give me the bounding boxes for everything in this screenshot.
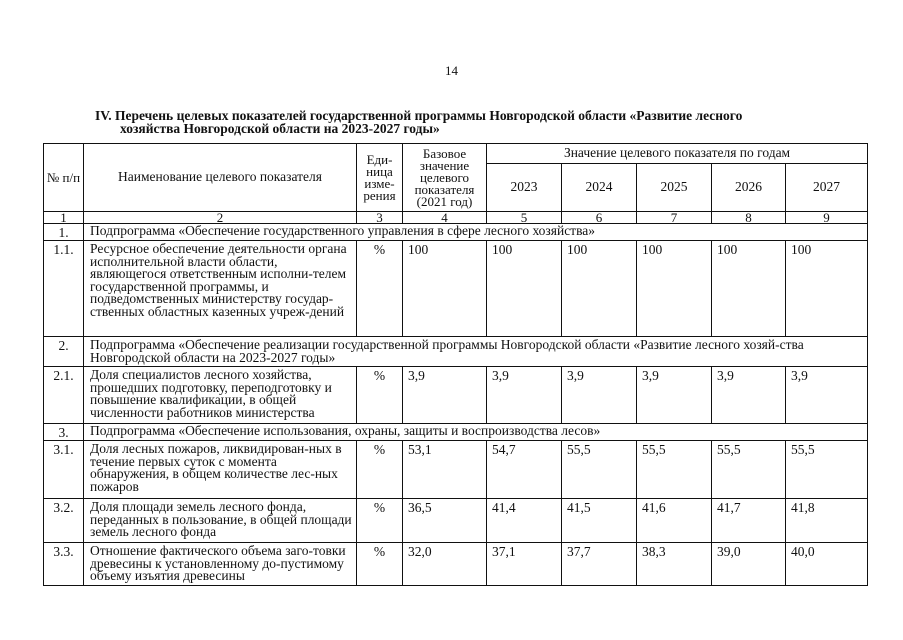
year-value: 37,1: [487, 543, 562, 586]
title-line-1: IV. Перечень целевых показателей государственной программы Новгородской области «Развитие лесного: [95, 108, 743, 123]
indicator-row: [44, 499, 868, 543]
column-number: 6: [562, 212, 637, 224]
column-number: 3: [357, 212, 403, 224]
row-number: 3.2.: [44, 499, 84, 543]
column-number: 4: [403, 212, 487, 224]
year-value: 3,9: [637, 367, 712, 424]
indicator-name: Отношение фактического объема заго-товки древесины к установленному до-пустимому объему изъятия древесины: [84, 543, 357, 586]
header-row: [44, 144, 868, 164]
header-unit: Еди-ница изме-рения: [357, 144, 403, 212]
header-num: № п/п: [44, 144, 84, 212]
year-value: 41,8: [786, 499, 868, 543]
indicator-name: Доля специалистов лесного хозяйства, прошедших подготовку, переподготовку и повышение квалификации, в общей численности работников министерства: [84, 367, 357, 424]
indicator-unit: %: [357, 441, 403, 499]
indicator-row: [44, 367, 868, 424]
row-number: 1.: [44, 224, 84, 241]
year-value: 100: [712, 241, 786, 337]
year-value: 100: [487, 241, 562, 337]
year-value: 100: [562, 241, 637, 337]
header-years-group: Значение целевого показателя по годам: [487, 144, 868, 164]
year-value: 3,9: [562, 367, 637, 424]
subprogram-title: Подпрограмма «Обеспечение реализации государственной программы Новгородской области «Развитие лесного хозяй-ства Новгородской области на 2023-2027 годы»: [84, 337, 868, 367]
header-year: 2026: [712, 164, 786, 212]
base-value: 53,1: [403, 441, 487, 499]
year-value: 41,4: [487, 499, 562, 543]
header-year: 2027: [786, 164, 868, 212]
indicator-name: Доля лесных пожаров, ликвидирован-ных в течение первых суток с момента обнаружения, в общем количестве лес-ных пожаров: [84, 441, 357, 499]
indicators-table: [43, 143, 868, 586]
year-value: 54,7: [487, 441, 562, 499]
row-number: 3.1.: [44, 441, 84, 499]
subprogram-row: [44, 424, 868, 441]
year-value: 38,3: [637, 543, 712, 586]
header-name: Наименование целевого показателя: [84, 144, 357, 212]
year-value: 100: [786, 241, 868, 337]
subprogram-row: [44, 337, 868, 367]
year-value: 55,5: [637, 441, 712, 499]
year-value: 100: [637, 241, 712, 337]
header-year: 2025: [637, 164, 712, 212]
year-value: 39,0: [712, 543, 786, 586]
indicator-row: [44, 441, 868, 499]
indicator-unit: %: [357, 543, 403, 586]
title-line-2: хозяйства Новгородской области на 2023-2027 годы»: [120, 121, 440, 136]
column-number: 2: [84, 212, 357, 224]
header-year: 2024: [562, 164, 637, 212]
header-base: Базовое значение целевого показателя (2021 год): [403, 144, 487, 212]
column-number: 5: [487, 212, 562, 224]
year-value: 41,6: [637, 499, 712, 543]
year-value: 3,9: [786, 367, 868, 424]
column-number: 8: [712, 212, 786, 224]
year-value: 41,5: [562, 499, 637, 543]
year-value: 55,5: [562, 441, 637, 499]
year-value: 55,5: [786, 441, 868, 499]
year-value: 37,7: [562, 543, 637, 586]
page-number: 14: [445, 63, 458, 78]
year-value: 3,9: [712, 367, 786, 424]
year-value: 40,0: [786, 543, 868, 586]
column-number: 7: [637, 212, 712, 224]
row-number: 1.1.: [44, 241, 84, 337]
column-numbers-row: [44, 212, 868, 224]
document-title: [95, 109, 855, 135]
row-number: 2.1.: [44, 367, 84, 424]
column-number: 9: [786, 212, 868, 224]
indicator-row: [44, 241, 868, 337]
year-value: 3,9: [487, 367, 562, 424]
base-value: 3,9: [403, 367, 487, 424]
base-value: 36,5: [403, 499, 487, 543]
subprogram-title: Подпрограмма «Обеспечение государственного управления в сфере лесного хозяйства»: [84, 224, 868, 241]
table-body: [44, 144, 868, 586]
indicator-name: Ресурсное обеспечение деятельности органа исполнительной власти области, являющегося ответственным исполни-телем государственной программы, и подведомственных министерству государ-ственных областных казенных учреж-дений: [84, 241, 357, 337]
column-number: 1: [44, 212, 84, 224]
base-value: 100: [403, 241, 487, 337]
subprogram-title: Подпрограмма «Обеспечение использования, охраны, защиты и воспроизводства лесов»: [84, 424, 868, 441]
subprogram-row: [44, 224, 868, 241]
year-value: 41,7: [712, 499, 786, 543]
row-number: 3.: [44, 424, 84, 441]
indicator-unit: %: [357, 367, 403, 424]
year-value: 55,5: [712, 441, 786, 499]
indicator-unit: %: [357, 241, 403, 337]
indicator-row: [44, 543, 868, 586]
header-year: 2023: [487, 164, 562, 212]
row-number: 2.: [44, 337, 84, 367]
base-value: 32,0: [403, 543, 487, 586]
row-number: 3.3.: [44, 543, 84, 586]
indicator-name: Доля площади земель лесного фонда, переданных в пользование, в общей площади земель лесного фонда: [84, 499, 357, 543]
indicator-unit: %: [357, 499, 403, 543]
